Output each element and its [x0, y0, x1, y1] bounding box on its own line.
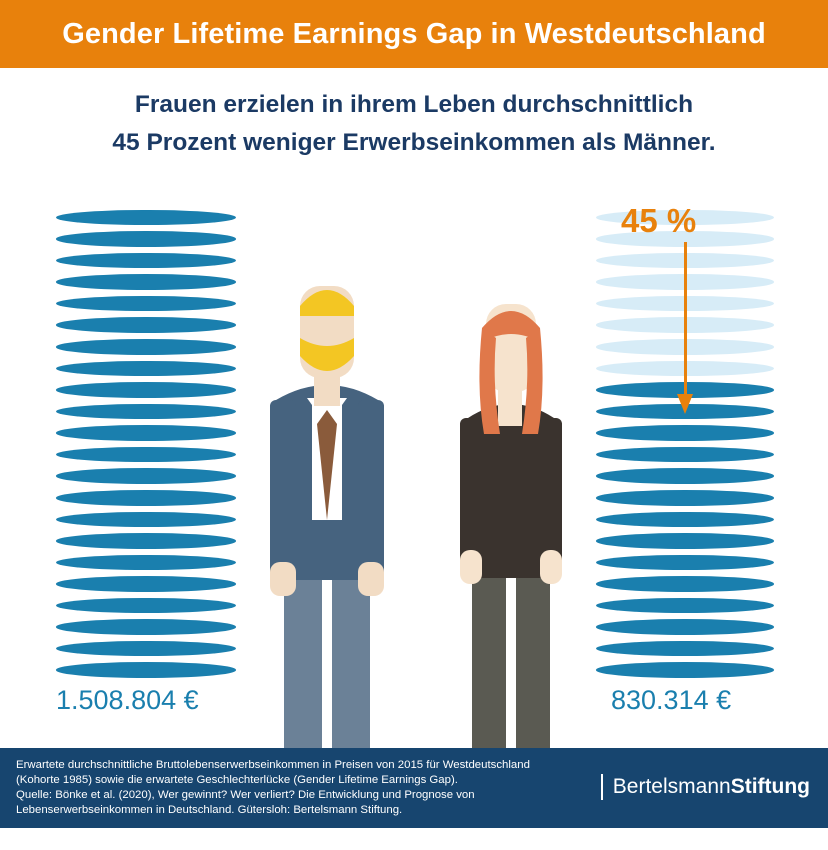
coin-gap — [596, 506, 774, 512]
footer-line-4: Lebenserwerbseinkommen in Deutschland. Gütersloh: Bertelsmann Stiftung. — [16, 804, 403, 816]
gap-arrow-icon — [676, 242, 696, 420]
footer-source-text — [16, 758, 576, 818]
coin-gap — [56, 592, 236, 598]
coin — [56, 404, 236, 420]
footer-line-1: Erwartete durchschnittliche Bruttolebenserwerbseinkommen in Preisen von 2015 für Westdeutschland — [16, 759, 530, 771]
coin — [596, 619, 774, 635]
gap-percent-label: 45 % — [621, 202, 697, 239]
subtitle-highlight: 45 Prozent — [112, 129, 237, 156]
coin — [56, 274, 236, 290]
chart-area — [0, 180, 828, 740]
coin — [56, 641, 236, 657]
coin-gap — [596, 549, 774, 555]
coin — [596, 490, 774, 506]
coin — [56, 382, 236, 398]
coin — [56, 447, 236, 463]
coin — [596, 576, 774, 592]
coin-gap — [56, 549, 236, 555]
coin-stack-men — [56, 203, 236, 678]
footer-line-2: (Kohorte 1985) sowie die erwartete Geschlechterlücke (Gender Lifetime Earnings Gap). — [16, 774, 458, 786]
coin — [56, 533, 236, 549]
amount-women: 830.314 € — [611, 685, 732, 715]
coin — [56, 317, 236, 333]
header-bar — [0, 0, 828, 68]
amount-men: 1.508.804 € — [56, 685, 199, 715]
coin-gap — [56, 398, 236, 404]
coin — [596, 425, 774, 441]
subtitle-line-2-rest: weniger Erwerbseinkommen als Männer. — [236, 129, 716, 156]
brand-name-part2: Stiftung — [730, 775, 810, 798]
footer-line-3: Quelle: Bönke et al. (2020), Wer gewinnt? Wer verliert? Die Entwicklung und Prognose von — [16, 789, 475, 801]
brand-divider — [601, 774, 603, 800]
brand-logo — [601, 774, 810, 800]
coin — [56, 210, 236, 226]
coin — [596, 555, 774, 571]
brand-name — [613, 775, 810, 799]
coin — [56, 662, 236, 678]
coin — [596, 533, 774, 549]
coin-gap — [56, 247, 236, 253]
page-title: Gender Lifetime Earnings Gap in Westdeutschland — [62, 17, 766, 50]
coin-gap — [596, 441, 774, 447]
coin-gap — [56, 441, 236, 447]
coin-gap — [56, 506, 236, 512]
coin — [56, 619, 236, 635]
coin — [596, 447, 774, 463]
brand-name-part1: Bertelsmann — [612, 775, 731, 798]
subtitle-line-1: Frauen erzielen in ihrem Leben durchschnittlich — [134, 91, 694, 118]
coin — [596, 512, 774, 528]
coin — [56, 598, 236, 614]
coin — [596, 641, 774, 657]
coin — [56, 512, 236, 528]
coin — [596, 662, 774, 678]
coin — [56, 468, 236, 484]
coin — [56, 425, 236, 441]
coin — [596, 598, 774, 614]
coin — [56, 555, 236, 571]
coin — [56, 490, 236, 506]
coin-gap — [596, 592, 774, 598]
coin — [56, 576, 236, 592]
coin — [596, 468, 774, 484]
coin — [56, 231, 236, 247]
footer-bar — [0, 748, 828, 828]
subtitle-line-2 — [0, 124, 828, 162]
coin — [56, 296, 236, 312]
coin-gap — [56, 355, 236, 361]
coin — [56, 339, 236, 355]
coin — [56, 361, 236, 377]
coin — [56, 253, 236, 269]
subtitle — [0, 86, 828, 162]
